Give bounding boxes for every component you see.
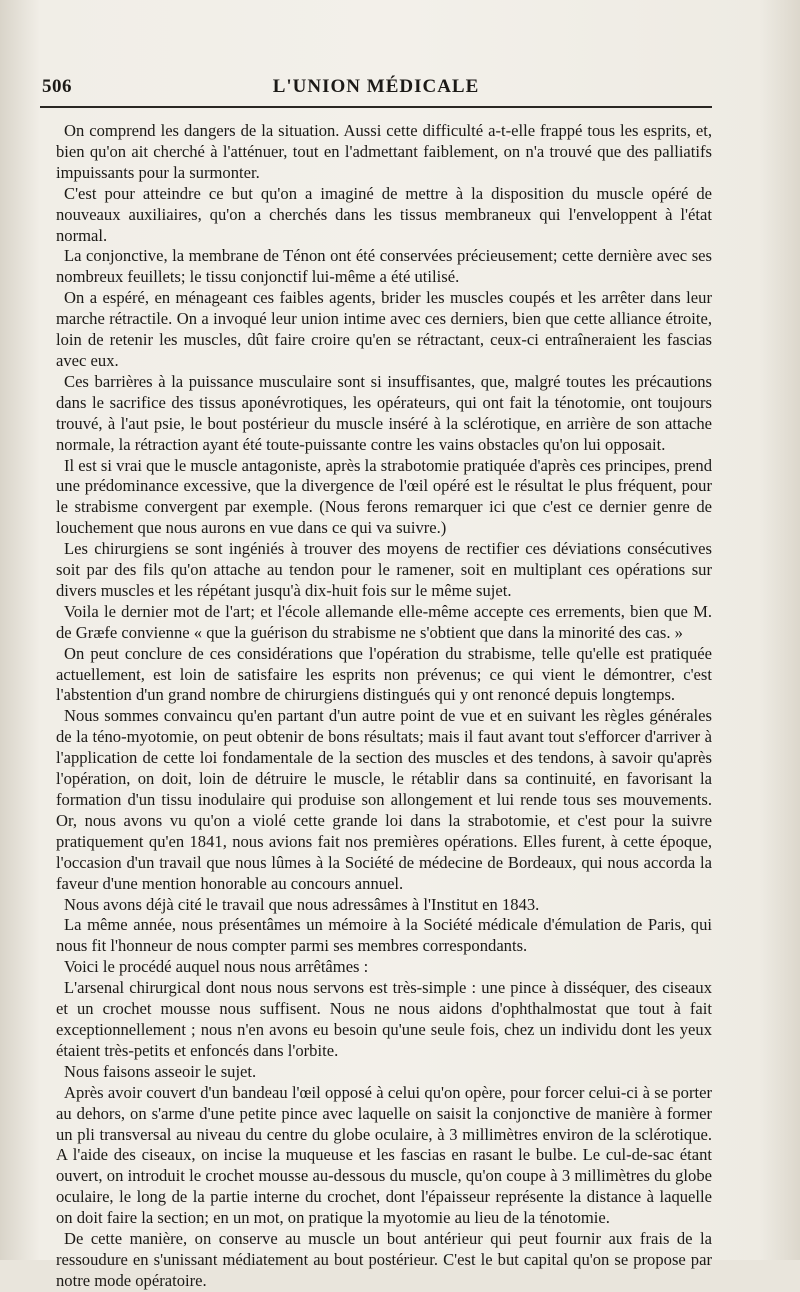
page-number: 506: [42, 76, 72, 97]
paragraph: Ces barrières à la puissance musculaire sont si insuffisantes, que, malgré toutes les précautions dans le sacrifice des tissus aponévrotiques, les opérateurs, qui ont fait la ténotomie, ont toujours trouvé, à l'aut psie, le bout postérieur du muscle inséré à la sclérotique, en arrière de son attache normale, la rétraction ayant été toute-puissante contre les vains obstacles qu'on lui opposait.: [56, 371, 712, 454]
paragraph: On comprend les dangers de la situation. Aussi cette difficulté a-t-elle frappé tous les esprits, et, bien qu'on ait cherché à l'atténuer, tout en l'admettant faiblement, on n'a trouvé que des palliatifs impuissants pour la surmonter.: [56, 121, 712, 182]
paragraph: De cette manière, on conserve au muscle un bout antérieur qui peut fournir aux frais de la ressoudure en s'unissant médiatement au bout postérieur. C'est le but capital qu'on se propose par notre mode opératoire.: [56, 1229, 712, 1290]
paragraph: Nous sommes convaincu qu'en partant d'un autre point de vue et en suivant les règles générales de la téno-myotomie, on peut obtenir de bons résultats; mais il faut avant tout s'efforcer d'arriver à l'application de cette loi fondamentale de la section des muscles et des tendons, à savoir qu'après l'opération, on doit, loin de détruire le muscle, le rétablir dans sa continuité, en favorisant la formation d'un tissu inodulaire qui produise son allongement et lui rende tous ses mouvements. Or, nous avons vu qu'on a violé cette grande loi dans la strabotomie, et c'est pour la suivre pratiquement qu'en 1841, nous avions fait nos premières opérations. Elles furent, à cette époque, l'occasion d'un travail que nous lûmes à la Société de médecine de Bordeaux, qui nous accorda la faveur d'une mention honorable au concours annuel.: [56, 706, 712, 893]
paragraph: C'est pour atteindre ce but qu'on a imaginé de mettre à la disposition du muscle opéré de nouveaux auxiliaires, qu'on a cherchés dans les tissus membraneux qui l'enveloppent à l'état normal.: [56, 183, 712, 245]
paragraph: Les chirurgiens se sont ingéniés à trouver des moyens de rectifier ces déviations consécutives soit par des fils qu'on attache au tendon pour le ramener, soit en multiplant ces opérations sur divers muscles et les répétant jusqu'à dix-huit fois sur le même sujet.: [56, 539, 712, 600]
page-header: [40, 76, 712, 102]
paragraph: La conjonctive, la membrane de Ténon ont été conservées précieusement; cette dernière avec ses nombreux feuillets; le tissu conjonctif lui-même a été utilisé.: [56, 246, 712, 287]
paragraph: Il est si vrai que le muscle antagoniste, après la strabotomie pratiquée d'après ces principes, prend une prédominance excessive, que la divergence de l'œil opéré est le résultat le plus fréquent, pour le strabisme convergent par exemple. (Nous ferons remarquer ici que c'est ce dernier genre de louchement que nous aurons en vue dans ce qui va suivre.): [56, 455, 712, 538]
paragraph: Voila le dernier mot de l'art; et l'école allemande elle-même accepte ces errements, bien que M. de Græfe convienne « que la guérison du strabisme ne s'obtient que dans la minorité des cas. »: [56, 601, 712, 642]
paragraph: La même année, nous présentâmes un mémoire à la Société médicale d'émulation de Paris, qui nous fit l'honneur de nous compter parmi ses membres correspondants.: [56, 915, 712, 956]
paragraph: On a espéré, en ménageant ces faibles agents, brider les muscles coupés et les arrêter dans leur marche rétractile. On a invoqué leur union intime avec ces derniers, bien que cette alliance étroite, loin de retenir les muscles, dût faire croire qu'en se rétractant, ceux-ci entraîneraient les fascias avec eux.: [56, 288, 712, 370]
paragraph: Après avoir couvert d'un bandeau l'œil opposé à celui qu'on opère, pour forcer celui-ci à se porter au dehors, on s'arme d'une petite pince avec laquelle on saisit la conjonctive de manière à former un pli transversal au niveau du centre du globe oculaire, à 3 millimètres environ de la sclérotique. A l'aide des ciseaux, on incise la muqueuse et les fascias en rasant le bulbe. Le cul-de-sac étant ouvert, on introduit le crochet mousse au-dessous du muscle, qu'on coupe à 3 millimètres du globe oculaire, le long de la partie interne du crochet, dont l'épaisseur représente la distance à laquelle on doit faire la section; en un mot, on pratique la myotomie au lieu de la ténotomie.: [56, 1082, 712, 1228]
paragraph: Nous avons déjà cité le travail que nous adressâmes à l'Institut en 1843.: [64, 894, 540, 914]
body-text: [56, 121, 712, 1292]
running-title: L'UNION MÉDICALE: [272, 76, 480, 97]
paragraph: Nous faisons asseoir le sujet.: [64, 1061, 257, 1081]
paragraph: Voici le procédé auquel nous nous arrêtâmes :: [64, 957, 369, 977]
paragraph: On peut conclure de ces considérations que l'opération du strabisme, telle qu'elle est pratiquée actuellement, est loin de satisfaire les esprits non prévenus; ce qui vient le démontrer, c'est l'abstention d'un grand nombre de chirurgiens distingués qui y ont renoncé depuis longtemps.: [56, 643, 712, 705]
paragraph: L'arsenal chirurgical dont nous nous servons est très-simple : une pince à disséquer, des ciseaux et un crochet mousse nous suffisent. Nous ne nous aidons d'ophthalmostat que tout à fait exceptionnellement ; nous n'en avons eu besoin qu'une seule fois, chez un individu dont les yeux étaient très-petits et enfoncés dans l'orbite.: [56, 978, 712, 1060]
header-rule: [40, 106, 712, 108]
